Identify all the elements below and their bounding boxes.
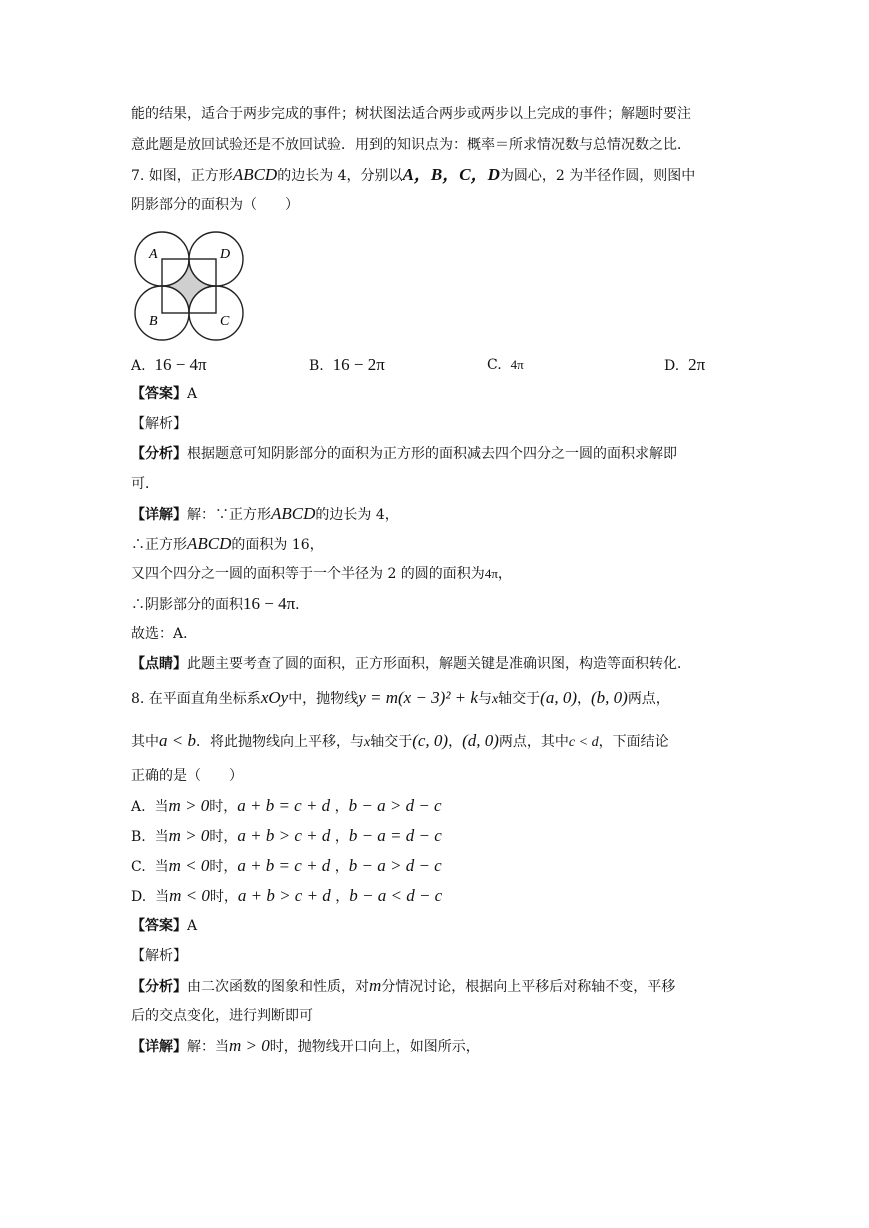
fenxi-text: 根据题意可知阴影部分的面积为正方形的面积减去四个四分之一圆的面积求解即	[187, 446, 677, 462]
text: ．	[295, 597, 310, 613]
text: ∴阴影部分的面积	[131, 597, 243, 613]
q8-choice-d	[131, 886, 442, 907]
dianjing-text: 此题主要考查了圆的面积，正方形面积，解题关键是准确识图，构造等面积转化．	[187, 656, 691, 672]
text: 中，抛物线	[288, 691, 359, 707]
q7-xiangjie-line-2	[131, 534, 324, 555]
text: 当	[154, 859, 169, 875]
q7-fenxi-line-1	[131, 444, 677, 464]
math: m > 0	[168, 796, 210, 815]
math: (c, 0)	[412, 731, 449, 750]
q7-option-c	[487, 354, 524, 376]
q8-choice-a	[131, 796, 442, 817]
math: m > 0	[229, 1036, 270, 1055]
text: ，下面结论	[598, 734, 669, 750]
q8-xiangjie	[131, 1036, 480, 1057]
math: b − a = d − c	[348, 826, 442, 845]
q8-stem-line-3: 正确的是（ ）	[131, 768, 243, 784]
option-key: C.	[487, 357, 502, 373]
q7-option-b	[309, 354, 385, 377]
text: 分情况讨论，根据向上平移后对称轴不变，平移	[381, 979, 676, 995]
q7-xiangjie-line-1	[131, 504, 399, 525]
text: 其中	[131, 734, 159, 750]
option-value: 16 − 4π	[154, 355, 207, 374]
text: 时，抛物线开口向上，如图所示，	[269, 1039, 480, 1055]
math: b − a < d − c	[349, 886, 443, 905]
q8-choice-c	[131, 856, 442, 877]
q8-stem-line-1	[131, 688, 670, 710]
text: ．将此抛物线向上平移，与	[195, 734, 364, 750]
text: ，	[334, 859, 349, 875]
q7-xiangjie-line-3	[131, 564, 512, 584]
q8-fenxi-line-1	[131, 976, 675, 997]
q8-analysis-tag: 【解析】	[131, 948, 187, 964]
q7-analysis-tag: 【解析】	[131, 416, 187, 432]
q8-choice-b	[131, 826, 442, 847]
text: ∴正方形	[131, 537, 187, 553]
q7-option-d	[664, 354, 705, 377]
choice-key: C.	[131, 859, 146, 875]
math: b − a > d − c	[348, 856, 442, 875]
text: 轴交于	[370, 734, 413, 750]
math: (b, 0)	[590, 688, 628, 707]
label-b: B	[149, 314, 158, 329]
text: 又四个四分之一圆的面积等于一个半径为 2 的圆的面积为	[131, 566, 485, 582]
option-value: 16 − 2π	[332, 355, 385, 374]
choice-key: A.	[131, 799, 146, 815]
text: 轴交于	[498, 691, 541, 707]
math: y = m(x − 3)² + k	[358, 688, 478, 707]
q7-stem-line-1	[131, 165, 695, 186]
option-key: B.	[309, 358, 324, 374]
xiangjie-tag: 【详解】	[131, 1039, 187, 1055]
math: a + b = c + d	[237, 856, 331, 875]
text: 当	[155, 889, 170, 905]
text: 时，	[209, 799, 238, 815]
shaded-region	[162, 259, 216, 313]
dianjing-tag: 【点睛】	[131, 656, 187, 672]
text: 两点，	[627, 691, 670, 707]
text: 时，	[209, 829, 238, 845]
fenxi-tag: 【分析】	[131, 446, 187, 462]
math: a + b > c + d	[237, 886, 331, 905]
q7-stem-line-2: 阴影部分的面积为（ ）	[131, 197, 299, 213]
math: m < 0	[169, 886, 210, 905]
math: x	[363, 735, 371, 750]
q7-fenxi-line-2: 可．	[131, 476, 159, 492]
math: a + b > c + d	[237, 826, 331, 845]
answer-value: A	[187, 918, 198, 934]
q7-stem-prefix: 7. 如图，正方形	[131, 168, 233, 184]
q7-option-a	[131, 354, 207, 377]
q7-choose: 故选：A．	[131, 626, 198, 642]
q8-fenxi-line-2: 后的交点变化，进行判断即可	[131, 1008, 313, 1024]
fenxi-tag: 【分析】	[131, 979, 187, 995]
math: m	[369, 976, 382, 995]
intro-line-2: 意此题是放回试验还是不放回试验．用到的知识点为：概率＝所求情况数与总情况数之比．	[131, 137, 691, 153]
math: 16 − 4π	[243, 594, 296, 613]
choice-key: D.	[131, 889, 147, 905]
q7-answer	[131, 384, 197, 404]
q7-stem-mid: 的边长为 4，分别以	[277, 168, 403, 184]
text: 8. 在平面直角坐标系	[131, 691, 261, 707]
xiangjie-tag: 【详解】	[131, 507, 187, 523]
math: m > 0	[168, 826, 210, 845]
text: ，	[448, 734, 463, 750]
q7-stem-suffix: 为圆心，2 为半径作圆，则图中	[499, 168, 696, 184]
label-a: A	[149, 247, 158, 262]
math: (d, 0)	[462, 731, 499, 750]
text: 解：当	[187, 1039, 229, 1055]
math: c < d	[568, 735, 599, 750]
choice-key: B.	[131, 829, 146, 845]
q7-centers: A，B，C，D	[402, 165, 500, 184]
option-key: D.	[664, 358, 680, 374]
answer-value: A	[187, 386, 198, 402]
text: 时，	[209, 889, 238, 905]
text: 时，	[209, 859, 238, 875]
math: a + b = c + d	[237, 796, 331, 815]
answer-tag: 【答案】	[131, 918, 187, 934]
math: xOy	[260, 688, 289, 707]
math: a < b	[159, 731, 196, 750]
text: ，	[334, 799, 349, 815]
label-d: D	[220, 247, 231, 262]
text: 解：∵正方形	[187, 507, 271, 523]
text: 与	[477, 691, 492, 707]
math: m < 0	[168, 856, 210, 875]
text: 的边长为 4，	[315, 507, 399, 523]
text: ，	[576, 691, 591, 707]
math: ABCD	[271, 504, 316, 523]
option-key: A.	[131, 358, 146, 374]
math: b − a > d − c	[348, 796, 442, 815]
text: ，	[334, 829, 349, 845]
option-value: 2π	[688, 355, 706, 374]
text: 的面积为 16，	[231, 537, 324, 553]
text: 由二次函数的图象和性质，对	[187, 979, 369, 995]
q7-xiangjie-line-4	[131, 594, 309, 615]
q7-dianjing	[131, 654, 691, 674]
text: ，	[335, 889, 350, 905]
text: 两点，其中	[498, 734, 569, 750]
option-value: 4π	[510, 357, 524, 372]
answer-tag: 【答案】	[131, 386, 187, 402]
label-c: C	[220, 314, 230, 329]
q8-stem-line-2	[131, 731, 669, 753]
text: 当	[154, 829, 169, 845]
text: ，	[497, 566, 512, 582]
intro-line-1: 能的结果，适合于两步完成的事件；树状图法适合两步或两步以上完成的事件；解题时要注	[131, 106, 691, 122]
q8-answer	[131, 916, 197, 936]
text: 当	[154, 799, 169, 815]
math: (a, 0)	[540, 688, 577, 707]
q7-square-name: ABCD	[232, 165, 278, 184]
math: 4π	[484, 566, 498, 581]
q7-figure	[131, 228, 247, 344]
math: ABCD	[187, 534, 232, 553]
math: x	[491, 692, 499, 707]
